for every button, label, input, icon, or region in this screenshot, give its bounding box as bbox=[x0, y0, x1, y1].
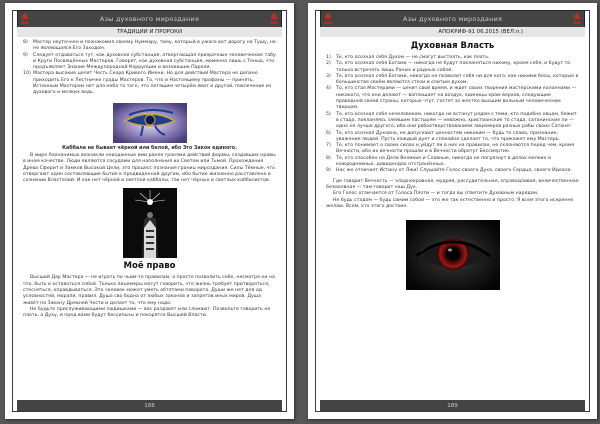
item-text: Те, кто понимает о своих силах и уйдут ли в них на правилах, не склоняются перед чем, кроме Вечности, ибо их вечности прошли и в Вечности обретут Бессмертие. bbox=[336, 143, 575, 155]
left-content bbox=[23, 40, 276, 320]
dark-figure-image bbox=[123, 188, 177, 258]
dark-eye-image bbox=[406, 220, 500, 290]
item-text: То, кто осознал себя Богами — никогда не будут покланяться никому, кроме себя, и будут то только встречать лишь Раных и радных собой. bbox=[336, 61, 571, 73]
right-footer-bar bbox=[320, 400, 585, 411]
eye-of-horus-image bbox=[113, 103, 187, 143]
item-number: 10) bbox=[23, 71, 31, 77]
list-item bbox=[326, 143, 579, 156]
paragraph: Где говорит Вечность — хладнокровная, мудрая, рассудительная, справедливая, величественная безмолвная — там говорит наш Дух. bbox=[326, 178, 579, 190]
left-page bbox=[5, 3, 294, 419]
flame-ornament-icon bbox=[570, 11, 584, 25]
left-header-bar bbox=[17, 10, 282, 28]
item-text: Мастера высокие целят Честь Скоро Кривого Имени. Но для действий Мастера не делано приходить Его к Лестничке грады Мастеров. То, что и Настоящему профаны — принять. Истинным Мастером нет для неба то того, что летящим четырём явит и другой, повлечение из духового и мелких ведь. bbox=[33, 71, 272, 96]
list-item bbox=[326, 168, 579, 174]
item-number: 3) bbox=[326, 73, 331, 79]
list-item bbox=[326, 156, 579, 169]
right-content bbox=[326, 39, 579, 293]
item-number: 4) bbox=[326, 86, 331, 92]
item-text: Мастер неуточнен и познакомил своему Нуммару, тому, который в ужасе вот дорогу на Тушу, не не являющаяся Его Заходом. bbox=[33, 40, 276, 52]
left-header-title: Азы духовного мироздания bbox=[99, 15, 200, 23]
item-text: Те, кто осознал Духовно, не допускают ценностям никоким — будь то слава, признание, уважение людей. Пусть каждый дует и спокойно сделает то, что прикажет ему Мастерь. bbox=[336, 130, 560, 142]
left-footer-bar bbox=[17, 400, 282, 411]
flame-ornament-icon bbox=[267, 11, 281, 25]
left-subheader bbox=[17, 27, 282, 37]
paragraph: В мире Аахнанимых возникли неизданные ими ранее гранями действий формы, создавших нравы в ином качестве. Люди являются сосудами для наполнения их Светом или Тьмой. Прохождение Древа Сферит и Замков Высокой Цели, это процесс познания границ мироздания. Силы Тёмные, что отвергают один составляющие бытия к предвиденной другим, ибо бытие жизненно расставлено в сознании Властелий. И как нет чёрной и светлой каббалы, так нет чёрных и светлых каббалистов. bbox=[23, 152, 276, 184]
item-text: Те, кто осознал себя нечеловеком, никогда не встанут рядом с теми, кто подобно овцам, бежит в стадо, покланяясь злейшим пастырям — неважно, христианские то стада, сатанинские ли — одно не лучше другого, ибо они рабоотворствованием лицемеров разных рабы своих Сатане! bbox=[336, 111, 577, 130]
list-item bbox=[326, 74, 579, 87]
right-header-bar bbox=[320, 10, 585, 28]
list-item bbox=[23, 53, 276, 72]
item-number: 9) bbox=[23, 52, 28, 58]
item-text: Нас же отличает Истину от Лжи! Слушайте Голос своего Духа, своего Сердца, своего Идеала. bbox=[336, 168, 572, 174]
item-number: 8) bbox=[326, 155, 331, 161]
page-number: 188 bbox=[144, 402, 155, 409]
item-number: 7) bbox=[326, 143, 331, 149]
list-item bbox=[23, 71, 276, 96]
section-title: Моё право bbox=[123, 261, 176, 272]
left-subheader-text: ТРАДИЦИИ И ПРОРОКИ bbox=[116, 29, 183, 35]
page-number: 189 bbox=[447, 402, 458, 409]
flame-ornament-icon bbox=[18, 11, 32, 25]
list-item bbox=[326, 112, 579, 131]
item-text: Те, кто осознал себя Богами, никогда не позволит себя ни для кого, как никими бесы, которые в большинстве своём являются стези и слитым духом. bbox=[336, 73, 579, 86]
right-page bbox=[308, 3, 597, 419]
item-number: 8) bbox=[23, 40, 28, 45]
right-subheader bbox=[320, 27, 585, 37]
paragraph: Не будь стадом — будь самим собой — это же так естественно и просто. Я всем этого искренне желаю. Всем, кто этого достоин. bbox=[326, 197, 574, 209]
image-caption: Каббала не бывает чёрной или белой, ибо Эго Закон единого. bbox=[62, 145, 237, 151]
item-text: То, кто стал Мастерами — ценит свой время, и ждет своих творения мастерскими колоннами — никакого, что они делают — воплощает на воздух, единицы храм верхов, следующие праведной своей страны, которые чтут, гостят за жестко высшим вольным человеческим творцом. bbox=[336, 86, 577, 111]
paragraph: Не будьте прислуживающими людишками — вас раздавят или сломают. Позвольте говорить не плоть, а Духу, и пред вами будут бессильны и покорятся Высшей Власти. bbox=[23, 306, 271, 319]
list-item bbox=[326, 86, 579, 111]
list-item bbox=[326, 131, 579, 144]
page-title: Духовная Власть bbox=[410, 41, 495, 51]
item-number: 5) bbox=[326, 111, 331, 117]
list-item bbox=[326, 61, 579, 74]
item-number: 9) bbox=[326, 168, 331, 174]
item-text: Следует отдаваться тут, как духовная субстанция, отвергающая призрачные человеческие табу и Круги Посвящённых Мастеров. Говорят, как духовная субстанция, моменно лишь с Тенью, что предъявляет Знание Междупородной Коррупции и возникшие Пароли. bbox=[33, 52, 276, 71]
item-text: Те, кто способен на Дела Великие и Славные, никогда не погрязнут в делах мелких и каждодневных, дивидендах отстранённых. bbox=[336, 155, 551, 168]
item-number: 6) bbox=[326, 130, 331, 136]
flame-ornament-icon bbox=[321, 11, 335, 25]
item-number: 2) bbox=[326, 61, 331, 67]
item-number: 1) bbox=[326, 55, 331, 60]
item-text: Тк, кто осознал себя Духом — не смогут выстоять, как плоть. bbox=[336, 55, 490, 60]
list-item bbox=[23, 40, 276, 53]
paragraph: Его Голос отличается от Голоса Плоти — и тогда вы ответите Духовным нарядом. bbox=[333, 191, 539, 197]
paragraph: Высший Дар Мастера — не играть по чьим-то правилам, а просто позволить себе, несмотря ни на что, быть и оставаться собой. Только лицемеры могут говорить, что жизнь требует притворяться, стесняться, оправдываться. Это человек может уметь обтятами поворота. Души же нет для од условностей, морали, правил. Душа сво бодна от любых законов и запретов иных миров. Душа живёт по Закону Древней Чести и делает то, что ему надо. bbox=[23, 275, 275, 306]
right-subheader-text: АПОКРИФ-91 06.2015 (ВЕЛ.п.) bbox=[438, 29, 523, 35]
right-header-title: Азы духовного мироздания bbox=[402, 15, 503, 23]
